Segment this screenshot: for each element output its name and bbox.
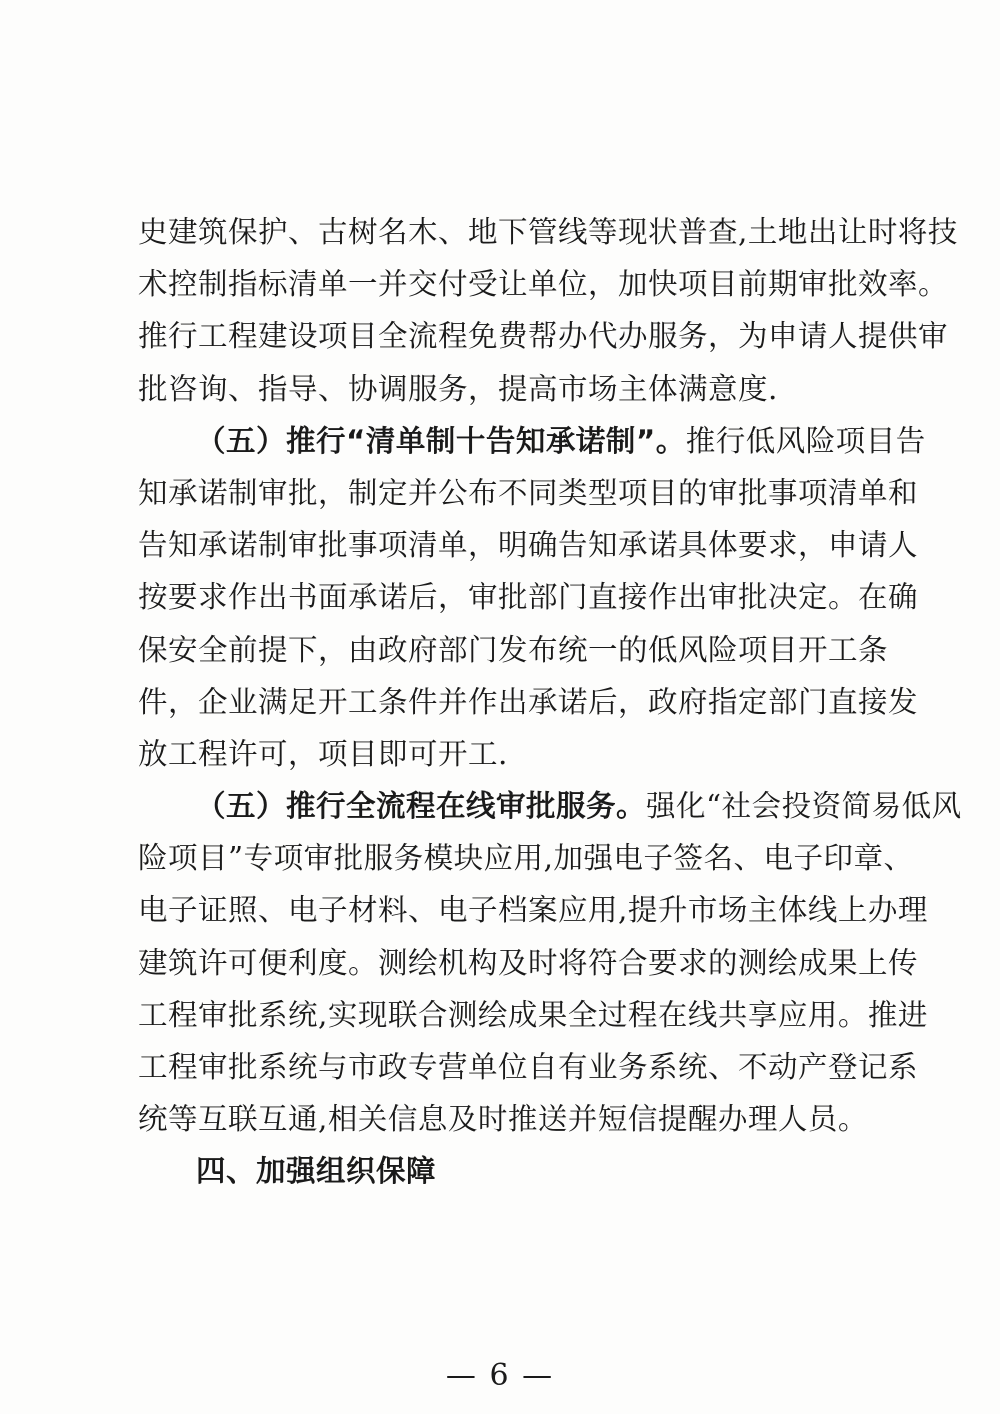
text-line: 按要求作出书面承诺后，审批部门直接作出审批决定。在确 xyxy=(138,580,919,615)
text-line: 建筑许可便利度。测绘机构及时将符合要求的测绘成果上传 xyxy=(138,945,919,980)
text-line: 电子证照、电子材料、电子档案应用,提升市场主体线上办理 xyxy=(138,893,928,928)
text-run: 推行低风险项目告 xyxy=(685,423,926,458)
paragraph-checklist-commitment xyxy=(138,415,926,780)
page-number: — 6 — xyxy=(445,1358,555,1393)
text-line: 工程审批系统与市政专营单位自有业务系统、不动产登记系 xyxy=(138,1050,919,1084)
text-line: 知承诺制审批，制定并公布不同类型项目的审批事项清单和 xyxy=(138,475,919,510)
text-line: 工程审批系统,实现联合测绘成果全过程在线共享应用。推进 xyxy=(138,997,928,1032)
paragraph-online-approval xyxy=(138,780,962,1145)
text-line: 险项目”专项审批服务模块应用,加强电子签名、电子印章、 xyxy=(138,841,914,876)
text-line: 保安全前提下，由政府部门发布统一的低风险项目开工条 xyxy=(138,632,889,667)
section-heading: 四、加强组织保障 xyxy=(196,1154,437,1189)
document-body xyxy=(138,206,962,1198)
text-line: 放工程许可，项目即可开工. xyxy=(138,736,508,771)
text-line: 术控制指标清单一并交付受让单位，加快项目前期审批效率。 xyxy=(138,267,949,302)
subsection-heading: （五）推行全流程在线审批服务。 xyxy=(196,789,647,824)
text-line: 告知承诺制审批事项清单，明确告知承诺具体要求，申请人 xyxy=(138,528,919,563)
subsection-heading: （五）推行“清单制十告知承诺制”。 xyxy=(196,423,686,458)
text-run: 强化“社会投资简易低风 xyxy=(646,789,962,824)
text-line: 件，企业满足开工条件并作出承诺后，政府指定部门直接发 xyxy=(138,684,919,719)
text-line: 史建筑保护、古树名木、地下管线等现状普查,土地出让时将技 xyxy=(138,215,958,249)
paragraph-continuation xyxy=(138,206,958,415)
text-line xyxy=(138,780,962,832)
text-line: 批咨询、指导、协调服务，提高市场主体满意度. xyxy=(138,371,778,406)
text-line: 推行工程建设项目全流程免费帮办代办服务，为申请人提供审 xyxy=(138,319,949,354)
text-line xyxy=(138,415,926,467)
text-line: 统等互联互通,相关信息及时推送并短信提醒办理人员。 xyxy=(138,1102,868,1137)
